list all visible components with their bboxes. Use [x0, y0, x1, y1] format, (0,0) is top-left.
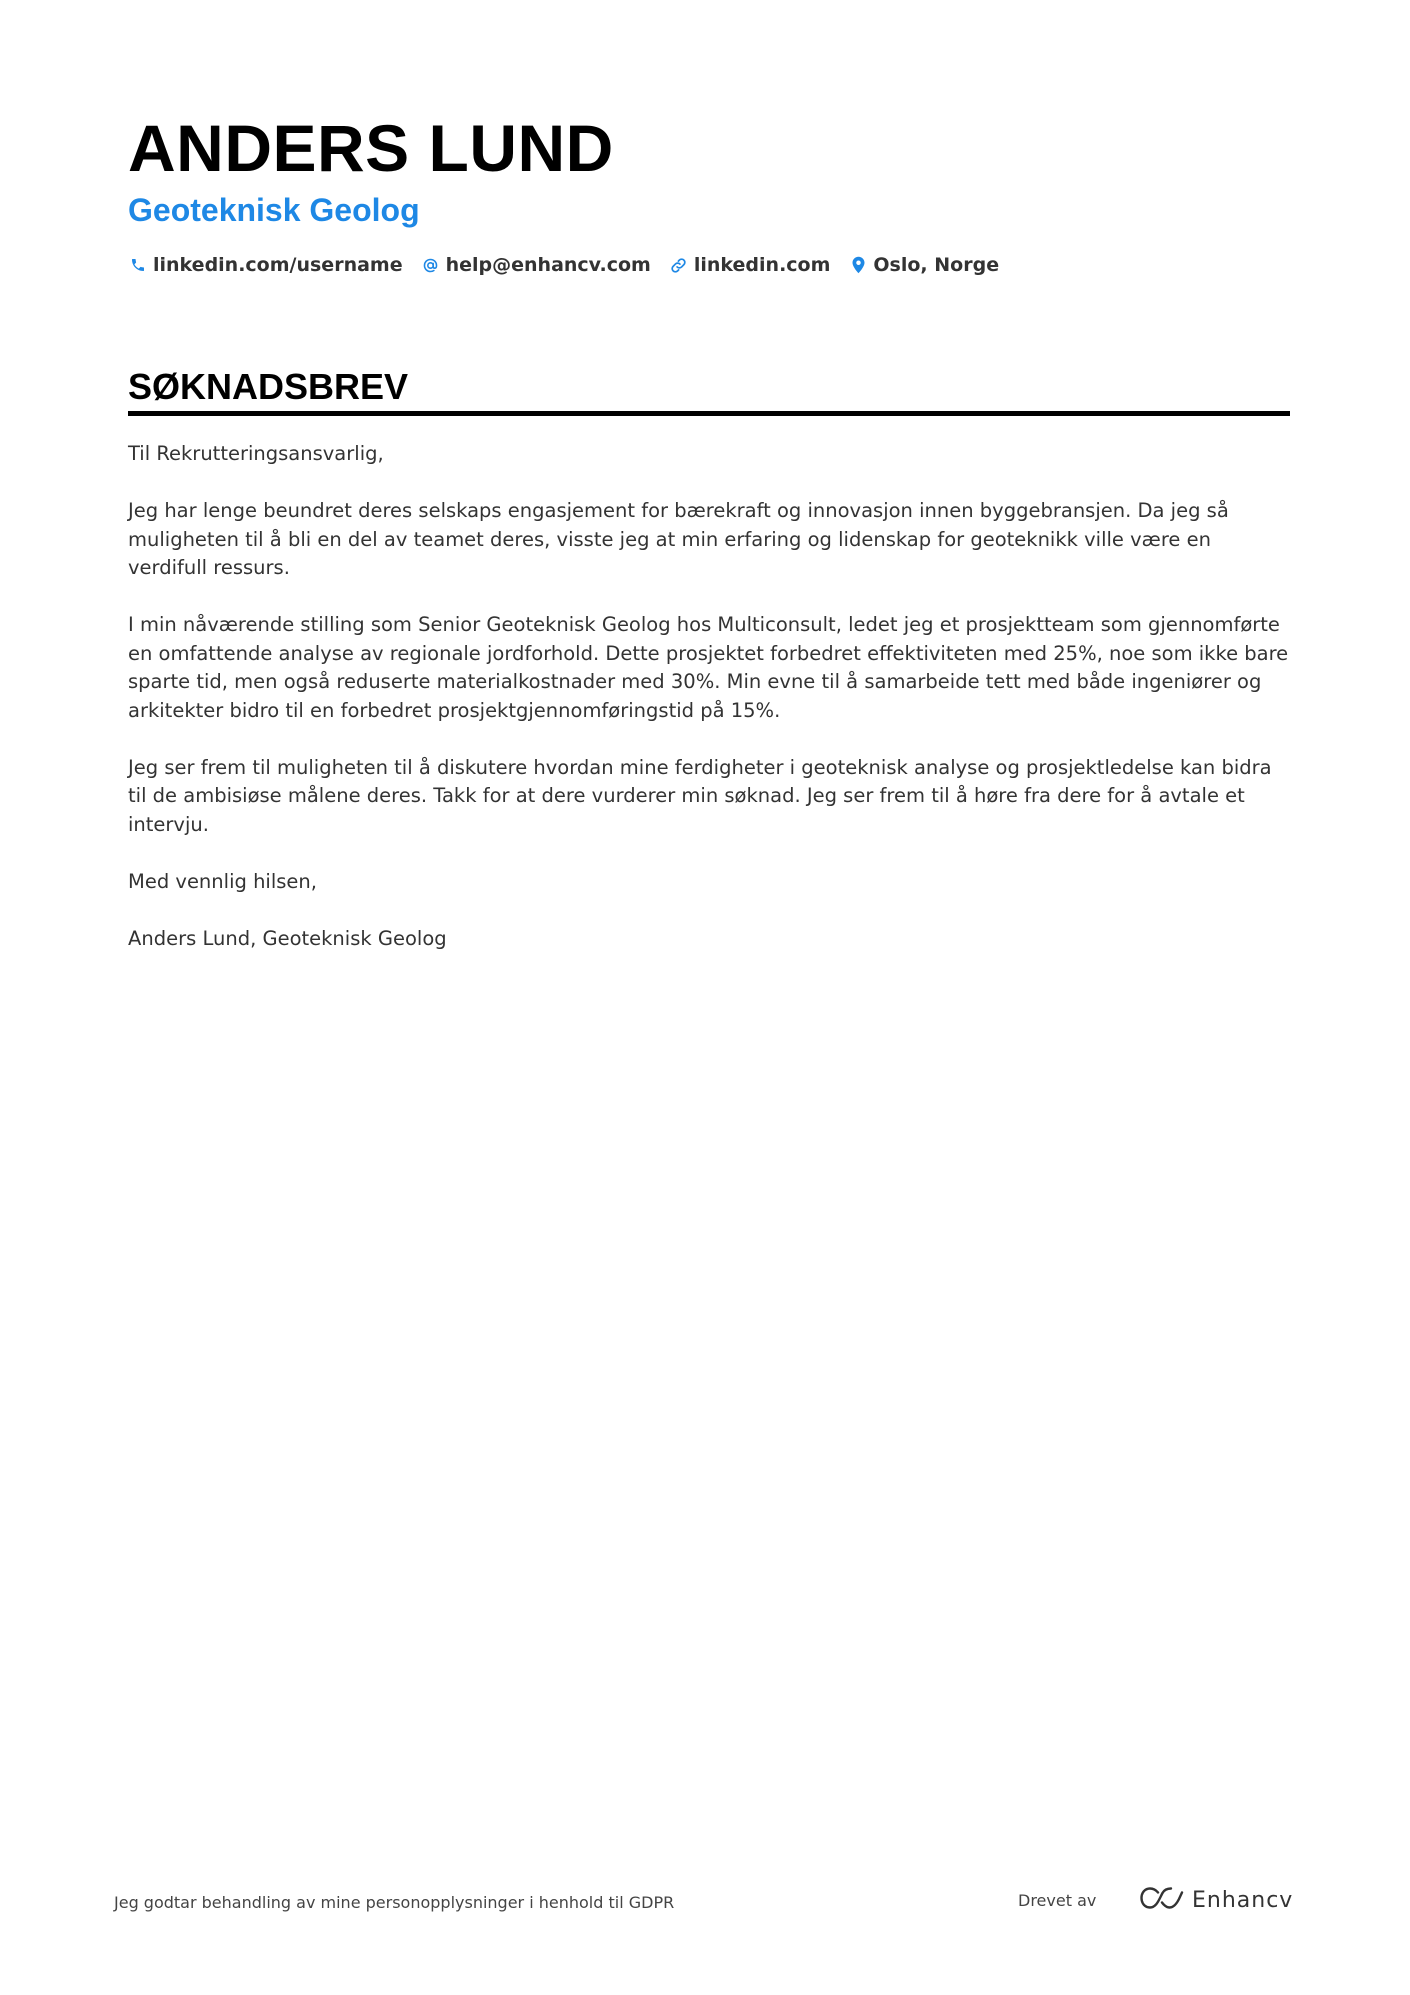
enhancv-logo[interactable]: [1138, 1885, 1293, 1915]
location-pin-icon: [848, 255, 868, 275]
applicant-name: ANDERS LUND: [128, 111, 614, 185]
contact-email-text[interactable]: help@enhancv.com: [445, 254, 651, 276]
contact-website-text[interactable]: linkedin.com: [693, 254, 831, 276]
contact-phone-text: linkedin.com/username: [153, 254, 403, 276]
contact-bar: [128, 254, 1017, 276]
contact-website[interactable]: [669, 254, 831, 276]
job-title: Geoteknisk Geolog: [128, 192, 420, 228]
enhancv-logo-text: Enhancv: [1192, 1887, 1294, 1913]
letter-paragraph: I min nåværende stilling som Senior Geoteknisk Geolog hos Multiconsult, ledet jeg et prosjektteam som gjennomførte en omfattende analyse av regionale jordforhold. Dette prosjektet forbedret effektiviteten med 25%, noe som ikke bare sparte tid, men også reduserte materialkostnader med 30%. Min evne til å samarbeide tett med både ingeniører og arkitekter bidro til en forbedret prosjektgjennomføringstid på 15%.: [128, 613, 1289, 722]
section-divider: [128, 411, 1290, 416]
link-icon: [669, 255, 689, 275]
letter-greeting: Til Rekrutteringsansvarlig,: [128, 442, 384, 465]
contact-location-text: Oslo, Norge: [873, 254, 1000, 276]
contact-email[interactable]: [421, 254, 651, 276]
section-heading: SØKNADSBREV: [128, 366, 409, 407]
letter-paragraph: Jeg har lenge beundret deres selskaps engasjement for bærekraft og innovasjon innen byggebransjen. Da jeg så muligheten til å bli en del av teamet deres, visste jeg at min erfaring og lidenskap for geoteknikk ville være en verdifull ressurs.: [128, 499, 1229, 579]
phone-icon: [128, 255, 148, 275]
enhancv-logo-icon: [1138, 1885, 1184, 1915]
at-icon: [421, 255, 441, 275]
contact-phone: [128, 254, 403, 276]
letter-signature: Anders Lund, Geoteknisk Geolog: [128, 926, 447, 950]
gdpr-consent-text: Jeg godtar behandling av mine personopplysninger i henhold til GDPR: [114, 1893, 675, 1912]
letter-body: [128, 440, 1290, 982]
letter-paragraph: Jeg ser frem til muligheten til å diskutere hvordan mine ferdigheter i geoteknisk analyse og prosjektledelse kan bidra til de ambisiøse målene deres. Takk for at dere vurderer min søknad. Jeg ser frem til å høre fra dere for å avtale et intervju.: [128, 755, 1272, 836]
powered-by-label: Drevet av: [1018, 1891, 1097, 1910]
letter-closing: Med vennlig hilsen,: [128, 869, 317, 893]
contact-location: [848, 254, 999, 276]
